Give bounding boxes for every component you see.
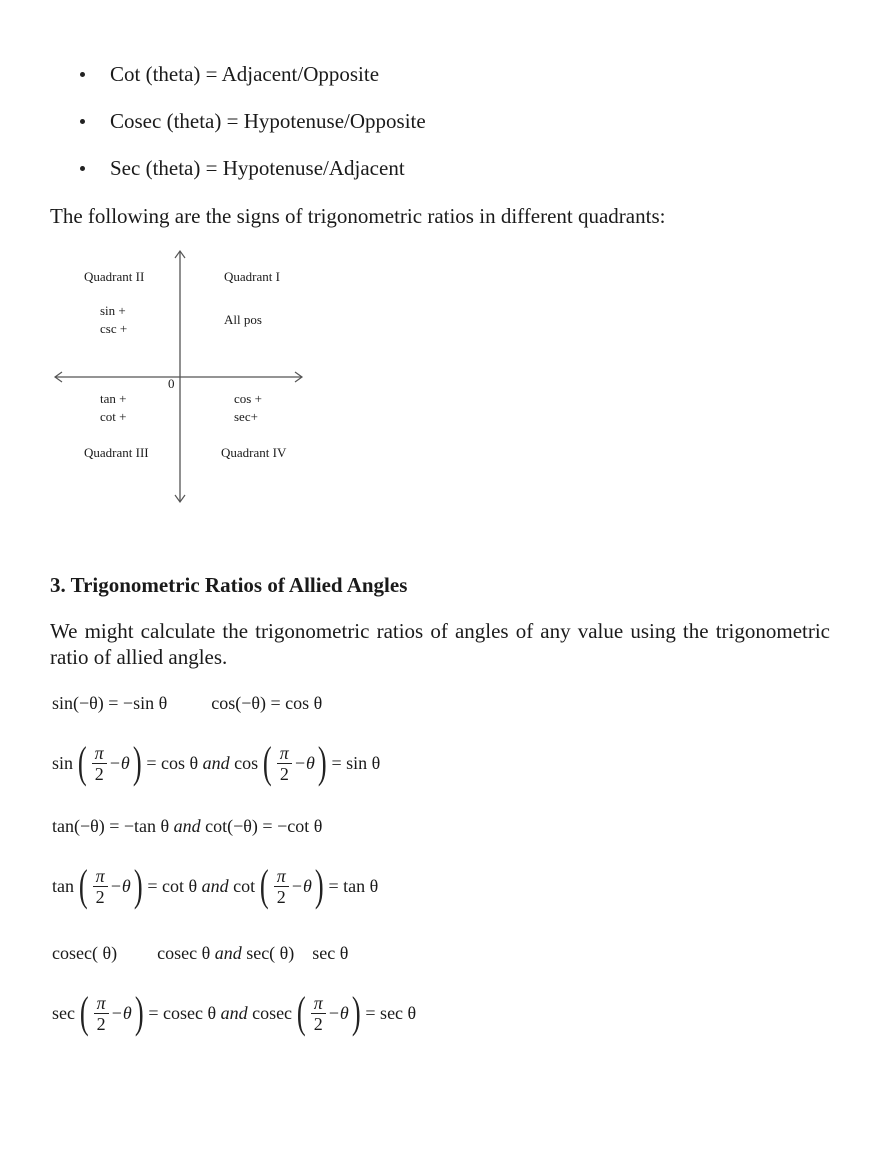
formula-text: −θ [108, 753, 130, 773]
intro-sentence: The following are the signs of trigonometric ratios in different quadrants: [50, 204, 666, 228]
list-item [78, 60, 858, 88]
formula-sec-cosec-complement [52, 988, 417, 1037]
formula-and: and [214, 943, 242, 963]
fraction-denominator: 2 [277, 763, 292, 784]
formula-tan-cot-negative [52, 815, 322, 837]
formula-sin-cos-complement [52, 738, 381, 787]
quadrant-i-all-pos: All pos [224, 312, 262, 327]
fraction-group: ( $\frac{\pi}{2}$ −θ ) [296, 988, 361, 1037]
quadrant-ii-title: Quadrant II [84, 269, 145, 284]
formula-text: tan [52, 876, 74, 896]
quadrant-ii-csc: csc + [100, 321, 128, 336]
formula-text: = cos θ [146, 753, 199, 773]
formula-and: and [201, 876, 229, 896]
fraction-numerator: π [313, 992, 323, 1013]
formula-text: = sec θ [365, 1003, 417, 1023]
formula-text: cos(−θ) = cos θ [211, 693, 323, 713]
axes-graphic [50, 245, 320, 530]
formula-and: and [202, 753, 230, 773]
formula-cosec-sec-negative [52, 942, 348, 964]
quadrant-iii-tan: tan + [100, 391, 127, 406]
formula-text: −θ [293, 753, 315, 773]
fraction-denominator: 2 [274, 886, 289, 907]
quadrant-iv-title: Quadrant IV [221, 445, 287, 460]
bullet-icon [80, 72, 85, 77]
quadrant-iv-cos: cos + [234, 391, 262, 406]
formula-text: cot(−θ) = −cot θ [205, 816, 323, 836]
formula-text: cosec [252, 1003, 293, 1023]
bullet-icon [80, 119, 85, 124]
formula-text: sin [52, 753, 74, 773]
fraction-numerator: π [276, 865, 286, 886]
quadrant-iii-cot: cot + [100, 409, 127, 424]
quadrant-ii-sin: sin + [100, 303, 126, 318]
formula-text: cosec θ [157, 943, 211, 963]
formula-and: and [220, 1003, 248, 1023]
formula-text: cot [233, 876, 256, 896]
section-paragraph: We might calculate the trigonometric ratios of angles of any value using the trigonometric ratio of allied angles. [50, 619, 830, 669]
fraction-numerator: π [95, 865, 105, 886]
list-item [78, 154, 858, 182]
formula-text: = cosec θ [148, 1003, 217, 1023]
fraction-group: ( $\frac{\pi}{2}$ −θ ) [79, 988, 144, 1037]
formula-text: cos [234, 753, 259, 773]
fraction-numerator: π [96, 992, 106, 1013]
formula-text: sin(−θ) = −sin θ [52, 693, 168, 713]
fraction-group: ( $\frac{\pi}{2}$ −θ ) [77, 738, 142, 787]
section-heading: 3. Trigonometric Ratios of Allied Angles [50, 573, 408, 597]
fraction-group: ( $\frac{\pi}{2}$ −θ ) [263, 738, 327, 787]
sec-definition: Sec (theta) = Hypotenuse/Adjacent [110, 156, 405, 180]
fraction-group: ( $\frac{\pi}{2}$ −θ ) [78, 861, 143, 910]
fraction-denominator: 2 [311, 1013, 326, 1034]
formula-text: −θ [327, 1003, 349, 1023]
formula-text: −θ [109, 876, 131, 896]
quadrant-iii-title: Quadrant III [84, 445, 149, 460]
formula-and: and [173, 816, 201, 836]
quadrant-iv-sec: sec+ [234, 409, 258, 424]
fraction-numerator: π [279, 742, 289, 763]
cot-definition: Cot (theta) = Adjacent/Opposite [110, 62, 380, 86]
trig-definition-list [78, 60, 858, 201]
formula-text: cosec( θ) [52, 943, 118, 963]
fraction-numerator: π [94, 742, 104, 763]
fraction-group: ( $\frac{\pi}{2}$ −θ ) [260, 861, 324, 910]
formula-text: = cot θ [147, 876, 198, 896]
formula-text: sec( θ) [246, 943, 295, 963]
formula-tan-cot-complement [52, 861, 379, 910]
formula-text: tan(−θ) = −tan θ [52, 816, 170, 836]
formula-text: sec θ [312, 943, 349, 963]
formula-text: = sin θ [331, 753, 381, 773]
formula-text: sec [52, 1003, 75, 1023]
cosec-definition: Cosec (theta) = Hypotenuse/Opposite [110, 109, 426, 133]
formula-text: −θ [110, 1003, 132, 1023]
fraction-denominator: 2 [93, 886, 108, 907]
fraction-denominator: 2 [94, 1013, 109, 1034]
quadrant-diagram [50, 245, 320, 530]
formula-text: −θ [290, 876, 312, 896]
origin-label: 0 [168, 376, 175, 391]
bullet-icon [80, 166, 85, 171]
formula-sin-cos-negative [52, 692, 322, 714]
fraction-denominator: 2 [92, 763, 107, 784]
quadrant-i-title: Quadrant I [224, 269, 280, 284]
list-item [78, 107, 858, 135]
formula-text: = tan θ [328, 876, 379, 896]
